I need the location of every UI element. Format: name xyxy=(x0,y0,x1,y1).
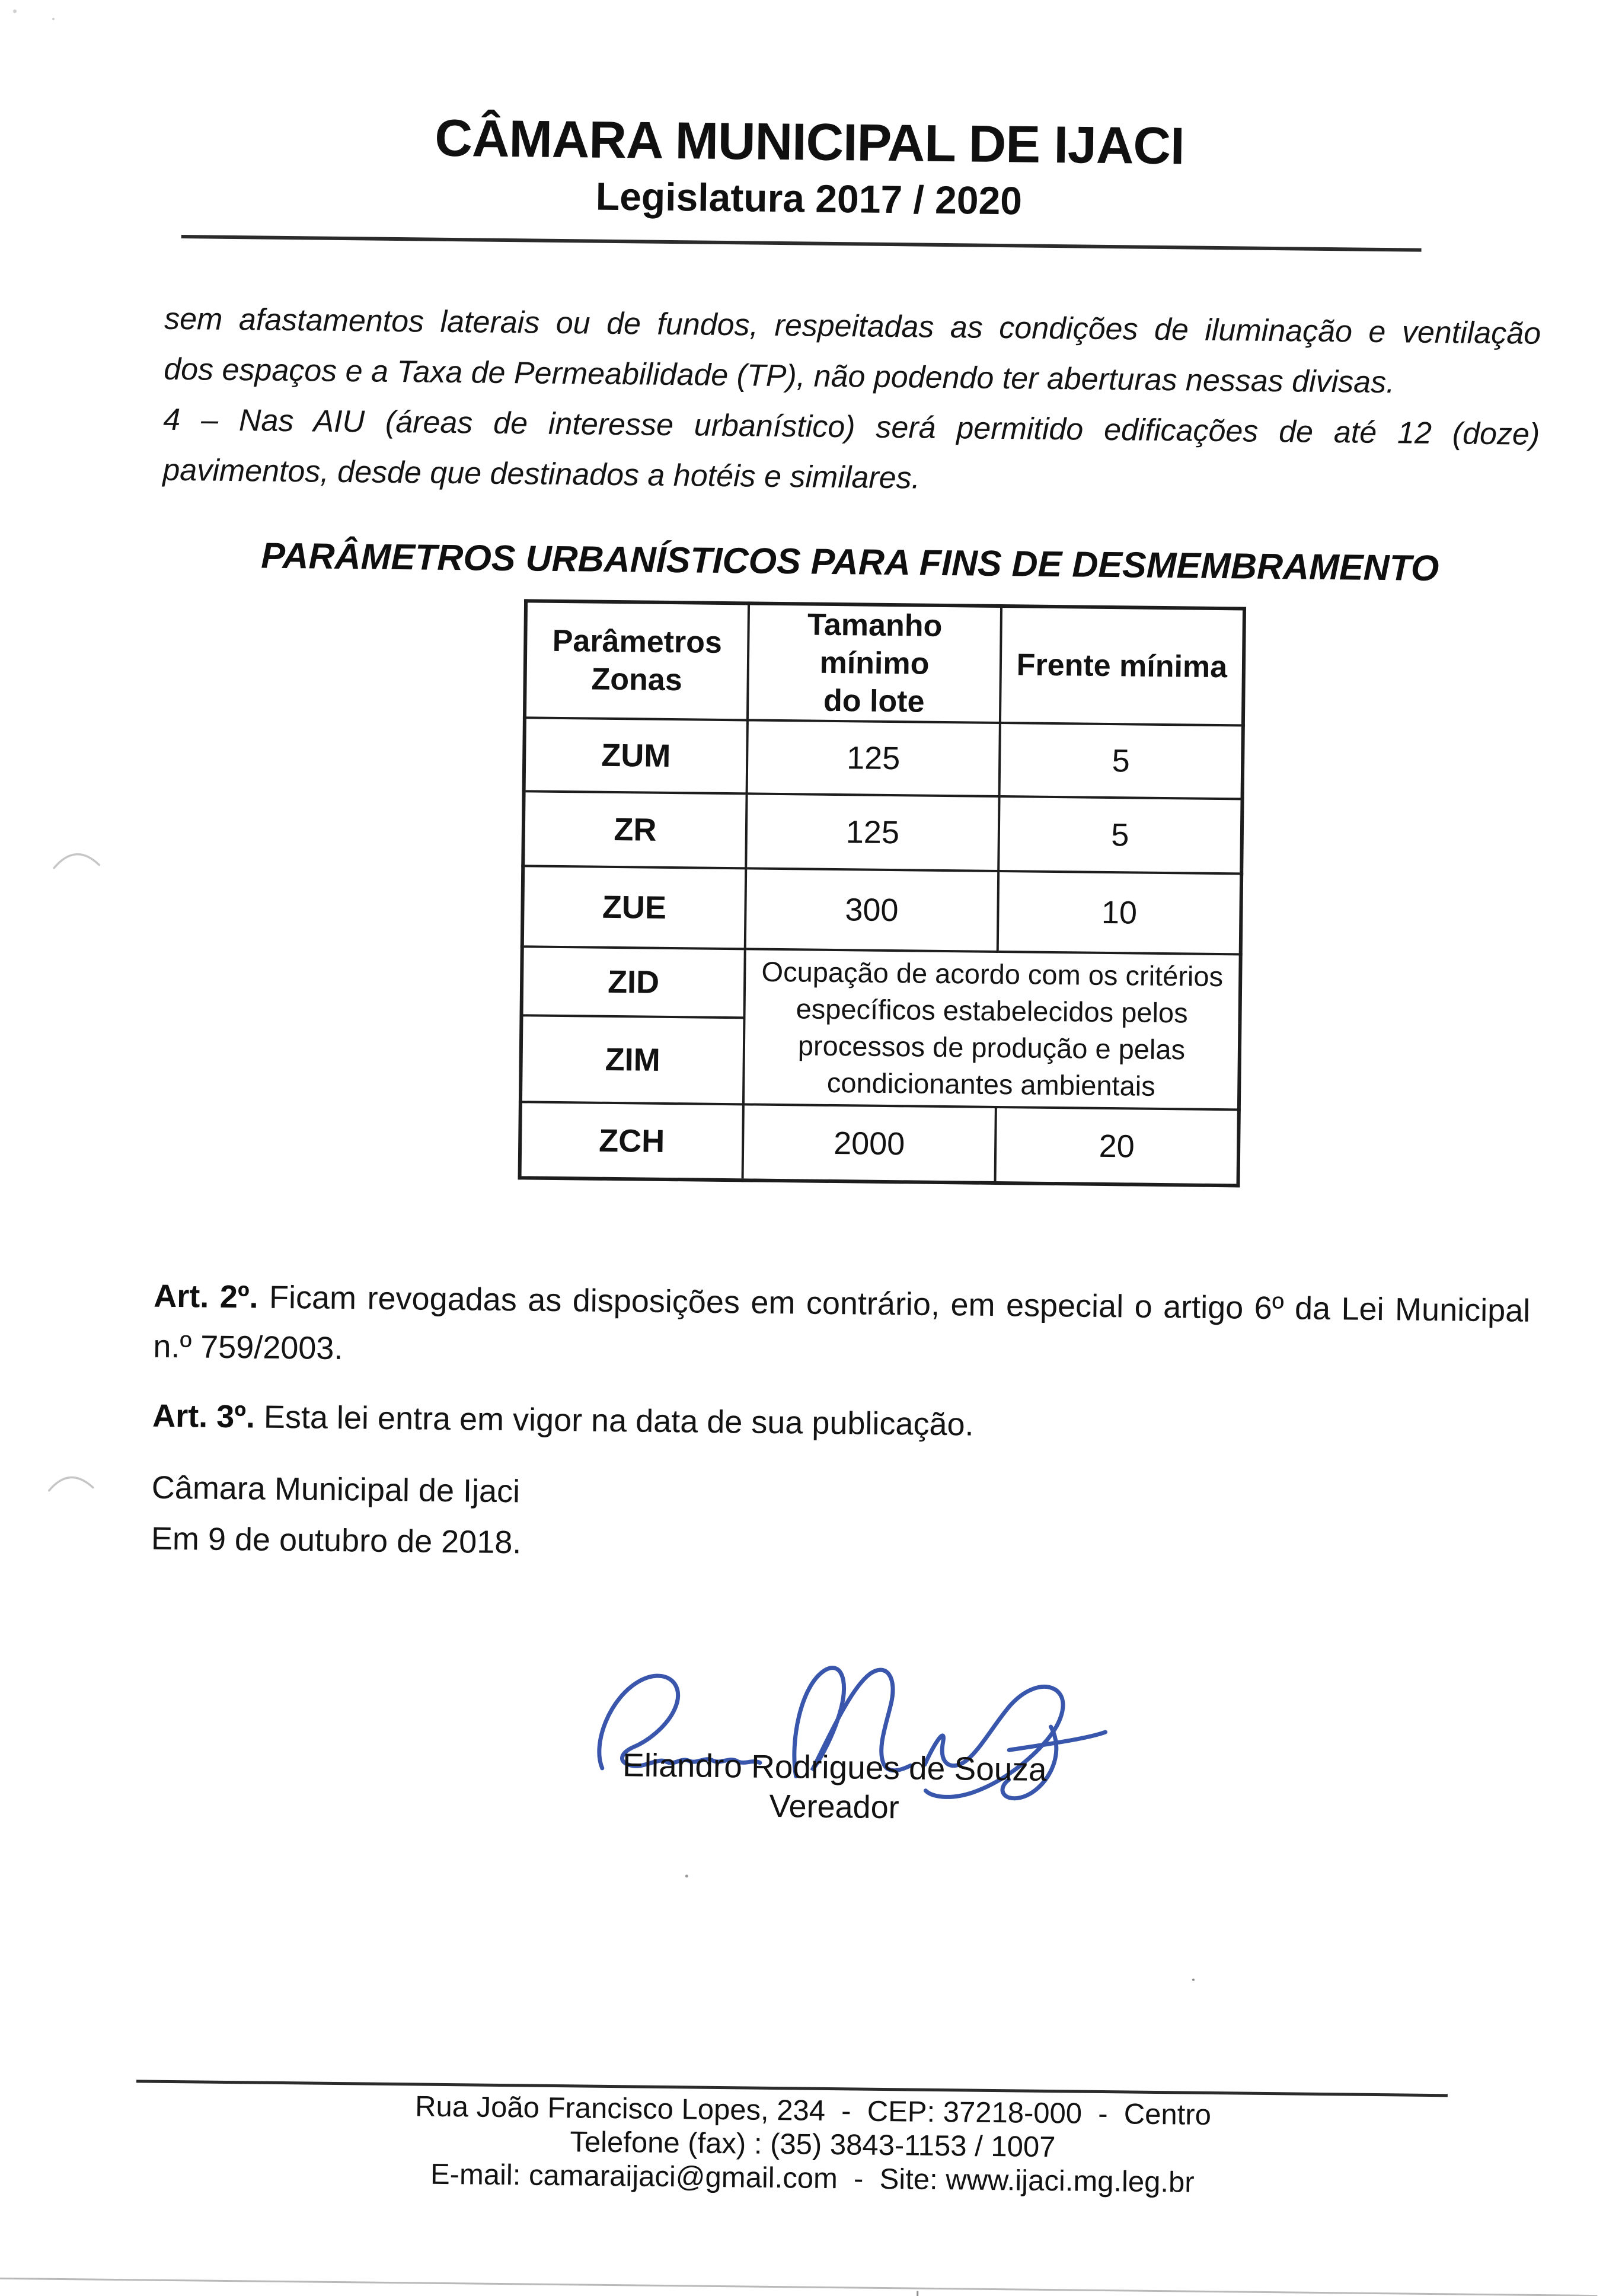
table-header-row xyxy=(525,601,1244,725)
closing-block xyxy=(151,1462,982,1573)
zone-cell: ZID xyxy=(522,946,745,1018)
front-cell: 5 xyxy=(1000,723,1243,799)
signer-name: Eliandro Rodrigues de Souza xyxy=(622,1746,1047,1788)
header-line: Parâmetros xyxy=(552,623,723,660)
org-title: CÂMARA MUNICIPAL DE IJACI xyxy=(434,108,1185,176)
legislature-subtitle: Legislatura 2017 / 2020 xyxy=(595,174,1023,223)
paragraph-line: dos espaços e a Taxa de Permeabilidade (TP), não podendo ter aberturas nessas divisas. xyxy=(163,352,1395,400)
margin-arc-mark xyxy=(47,1468,95,1495)
zone-cell: ZUM xyxy=(524,718,748,793)
lot-cell: 300 xyxy=(745,868,998,952)
closing-line-date: Em 9 de outubro de 2018. xyxy=(151,1520,522,1561)
paragraph-line: 4 – Nas AIU (áreas de interesse urbanístico) será permitido edificações de até 12 (doze) xyxy=(163,402,1540,452)
page-bottom-scan-line xyxy=(0,2277,1597,2296)
article-3-line xyxy=(152,1391,1588,1457)
col-header-zonas xyxy=(525,601,749,720)
lot-cell: 125 xyxy=(746,793,999,871)
zone-cell: ZR xyxy=(523,791,746,868)
paragraph-permeability xyxy=(164,294,1541,410)
scan-speck xyxy=(1192,1979,1195,1981)
table-row-zch xyxy=(520,1102,1239,1185)
zone-cell: ZCH xyxy=(520,1102,743,1180)
zone-cell: ZUE xyxy=(522,866,746,949)
margin-arc-mark xyxy=(52,844,102,873)
scan-speck xyxy=(685,1874,688,1877)
col-header-tamanho-minimo xyxy=(748,603,1001,723)
front-cell: 20 xyxy=(995,1107,1239,1185)
page-bottom-tick xyxy=(917,2291,918,2296)
header-line: Tamanho mínimo xyxy=(807,607,943,681)
header-line: Frente mínima xyxy=(1016,648,1228,685)
paragraph-aiu xyxy=(162,395,1540,511)
footer-phone: Telefone (fax) : (35) 3843-1153 / 1007 xyxy=(570,2126,1056,2164)
header-rule xyxy=(181,235,1422,252)
lot-cell: 125 xyxy=(747,720,1000,796)
article-3-text: Esta lei entra em vigor na data de sua publicação. xyxy=(254,1399,974,1443)
table-row-zid xyxy=(522,946,1241,1023)
footer-address: Rua João Francisco Lopes, 234 - CEP: 37218-000 - Centro xyxy=(414,2090,1212,2132)
lot-cell: 2000 xyxy=(743,1104,996,1183)
occupation-note-cell xyxy=(743,949,1241,1109)
note-line: processos de produção e pelas xyxy=(797,1029,1186,1066)
closing-line-camara: Câmara Municipal de Ijaci xyxy=(151,1469,521,1510)
note-line: específicos estabelecidos pelos xyxy=(796,993,1188,1029)
zone-cell: ZIM xyxy=(521,1015,745,1104)
table-row-zr xyxy=(523,791,1242,873)
note-line: condicionantes ambientais xyxy=(826,1066,1156,1102)
parameters-table xyxy=(518,599,1247,1187)
letterhead xyxy=(14,104,1604,230)
article-2-label: Art. 2º. xyxy=(154,1278,258,1315)
article-2-line2: n.º 759/2003. xyxy=(153,1328,343,1367)
article-2-text: Ficam revogadas as disposições em contrário, em especial o artigo 6º da Lei Municipal xyxy=(258,1279,1531,1329)
front-cell: 10 xyxy=(998,871,1241,954)
signer-role: Vereador xyxy=(769,1788,899,1826)
table-title: PARÂMETROS URBANÍSTICOS PARA FINS DE DESMEMBRAMENTO xyxy=(260,535,1439,589)
table-row-zue xyxy=(522,866,1241,954)
table-row-zum xyxy=(524,718,1243,799)
article-3 xyxy=(152,1391,1588,1457)
front-cell: 5 xyxy=(998,796,1242,873)
col-header-frente-minima xyxy=(1000,606,1244,725)
paragraph-line: sem afastamentos laterais ou de fundos, respeitadas as condições de iluminação e ventilação xyxy=(164,301,1541,351)
header-line: Zonas xyxy=(591,662,683,698)
footer-email-site: E-mail: camaraijaci@gmail.com - Site: www.ijaci.mg.leg.br xyxy=(430,2158,1195,2199)
article-3-label: Art. 3º. xyxy=(152,1398,256,1435)
footer-block xyxy=(26,2085,1599,2204)
paragraph-line: pavimentos, desde que destinados a hotéis e similares. xyxy=(162,452,921,496)
header-line: do lote xyxy=(823,683,925,719)
note-line: Ocupação de acordo com os critérios xyxy=(761,955,1224,993)
article-2 xyxy=(153,1271,1531,1387)
